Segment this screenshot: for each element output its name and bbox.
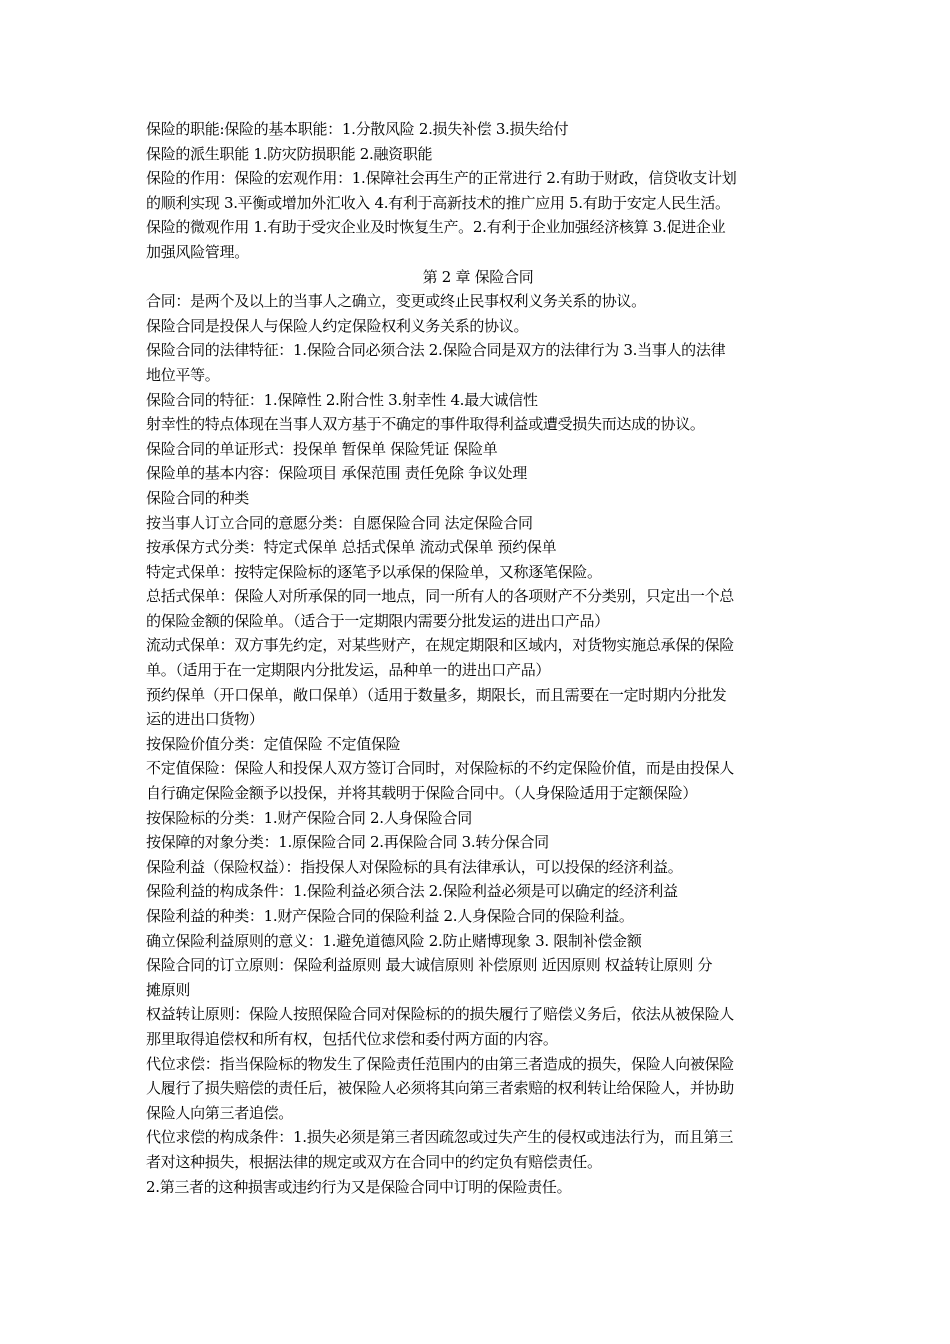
- text-line: 代位求偿的构成条件：1.损失必须是第三者因疏忽或过失产生的侵权或违法行为，而且第三: [146, 1128, 734, 1147]
- text-line: 确立保险利益原则的意义：1.避免道德风险 2.防止赌博现象 3. 限制补偿金额: [146, 931, 642, 950]
- text-line: 保险合同的法律特征：1.保险合同必须合法 2.保险合同是双方的法律行为 3.当事人的法律: [146, 341, 726, 360]
- text-line: 2.第三者的这种损害或违约行为又是保险合同中订明的保险责任。: [146, 1177, 572, 1196]
- text-line: 保险利益的构成条件：1.保险利益必须合法 2.保险利益必须是可以确定的经济利益: [146, 882, 678, 901]
- text-line: 按承保方式分类：特定式保单 总括式保单 流动式保单 预约保单: [146, 538, 557, 557]
- chapter-heading: 第 2 章 保险合同: [422, 267, 534, 286]
- text-line: 摊原则: [146, 980, 191, 999]
- text-line: 的保险金额的保险单。（适合于一定期限内需要分批发运的进出口产品）: [146, 611, 609, 630]
- text-line: 保险的作用：保险的宏观作用：1.保障社会再生产的正常进行 2.有助于财政，信贷收支计划: [146, 169, 737, 188]
- text-line: 单。（适用于在一定期限内分批发运，品种单一的进出口产品）: [146, 661, 551, 680]
- text-line: 自行确定保险金额予以投保，并将其载明于保险合同中。（人身保险适用于定额保险）: [146, 784, 698, 803]
- text-line: 合同：是两个及以上的当事人之确立，变更或终止民事权利义务关系的协议。: [146, 292, 646, 311]
- text-line: 保险合同的订立原则：保险利益原则 最大诚信原则 补偿原则 近因原则 权益转让原则 分: [146, 956, 713, 975]
- text-line: 流动式保单：双方事先约定，对某些财产，在规定期限和区域内，对货物实施总承保的保险: [146, 636, 735, 655]
- text-line: 预约保单（开口保单，敞口保单）（适用于数量多，期限长，而且需要在一定时期内分批发: [146, 685, 727, 704]
- text-line: 按保险价值分类：定值保险 不定值保险: [146, 734, 401, 753]
- text-line: 特定式保单：按特定保险标的逐笔予以承保的保险单，又称逐笔保险。: [146, 562, 602, 581]
- text-line: 保险的派生职能 1.防灾防损职能 2.融资职能: [146, 144, 433, 163]
- text-line: 保险利益（保险权益）：指投保人对保险标的具有法律承认，可以投保的经济利益。: [146, 857, 683, 876]
- text-line: 者对这种损失，根据法律的规定或双方在合同中的约定负有赔偿责任。: [146, 1152, 602, 1171]
- text-line: 保险的微观作用 1.有助于受灾企业及时恢复生产。2.有利于企业加强经济核算 3.促进企业: [146, 218, 726, 237]
- text-line: 权益转让原则：保险人按照保险合同对保险标的的损失履行了赔偿义务后，依法从被保险人: [146, 1005, 735, 1024]
- text-line: 地位平等。: [146, 365, 220, 384]
- text-line: 保险人向第三者追偿。: [146, 1103, 294, 1122]
- text-line: 人履行了损失赔偿的责任后，被保险人必须将其向第三者索赔的权利转让给保险人，并协助: [146, 1079, 735, 1098]
- text-line: 的顺利实现 3.平衡或增加外汇收入 4.有利于高新技术的推广应用 5.有助于安定人民生活。: [146, 193, 730, 212]
- text-line: 按保障的对象分类：1.原保险合同 2.再保险合同 3.转分保合同: [146, 833, 549, 852]
- text-line: 那里取得追偿权和所有权，包括代位求偿和委付两方面的内容。: [146, 1029, 558, 1048]
- text-line: 总括式保单：保险人对所承保的同一地点，同一所有人的各项财产不分类别，只定出一个总: [146, 587, 735, 606]
- text-line: 加强风险管理。: [146, 242, 249, 261]
- text-line: 保险合同是投保人与保险人约定保险权利义务关系的协议。: [146, 316, 529, 335]
- text-line: 射幸性的特点体现在当事人双方基于不确定的事件取得利益或遭受损失而达成的协议。: [146, 415, 705, 434]
- text-line: 按保险标的分类：1.财产保险合同 2.人身保险合同: [146, 808, 472, 827]
- text-line: 代位求偿：指当保险标的物发生了保险责任范围内的由第三者造成的损失，保险人向被保险: [146, 1054, 735, 1073]
- document-body: [146, 117, 810, 1199]
- text-line: 运的进出口货物）: [146, 710, 264, 729]
- text-line: 保险的职能:保险的基本职能：1.分散风险 2.损失补偿 3.损失给付: [146, 120, 569, 138]
- text-line: 保险合同的种类: [146, 488, 249, 507]
- text-line: 按当事人订立合同的意愿分类：自愿保险合同 法定保险合同: [146, 513, 533, 532]
- text-line: 保险利益的种类：1.财产保险合同的保险利益 2.人身保险合同的保险利益。: [146, 907, 634, 925]
- text-line: 保险单的基本内容：保险项目 承保范围 责任免除 争议处理: [146, 464, 527, 483]
- text-line: 保险合同的单证形式：投保单 暂保单 保险凭证 保险单: [146, 439, 498, 458]
- text-line: 保险合同的特征：1.保障性 2.附合性 3.射幸性 4.最大诚信性: [146, 390, 538, 409]
- text-line: 不定值保险：保险人和投保人双方签订合同时，对保险标的不约定保险价值，而是由投保人: [146, 759, 735, 778]
